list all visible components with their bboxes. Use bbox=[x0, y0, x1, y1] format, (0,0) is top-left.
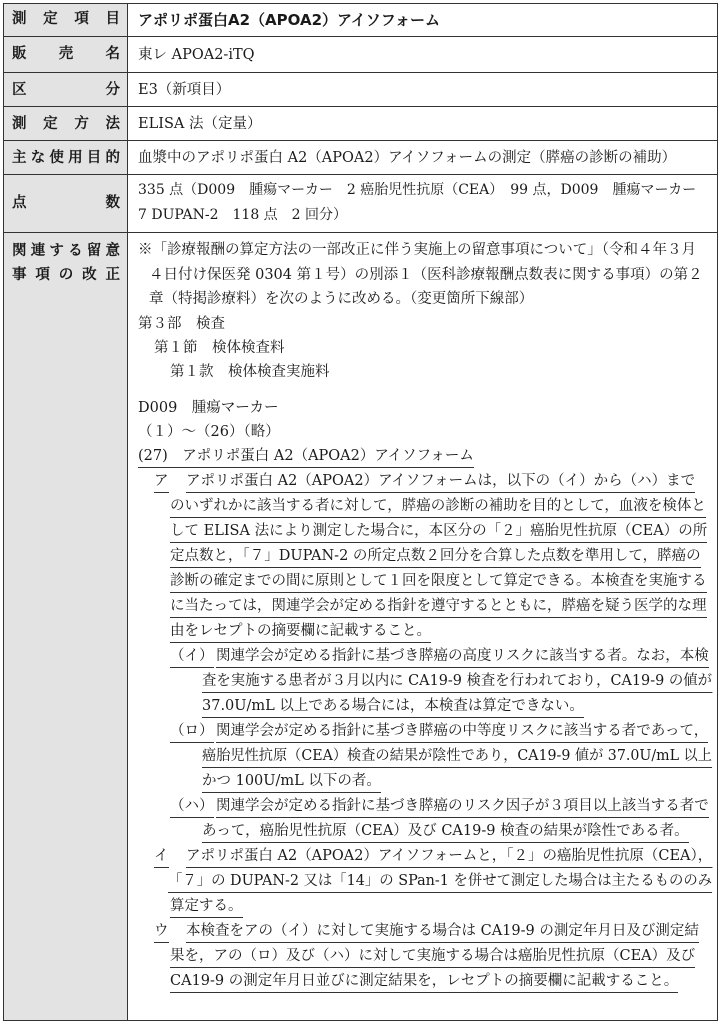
row-product-name bbox=[4, 36, 717, 72]
paragraph-marker-c: ウ bbox=[154, 921, 169, 943]
row-test-item bbox=[4, 4, 717, 36]
paragraph-a-line: 定点数と，「７」DUPAN-2 の所定点数２回分を合算した点数を準用して，膵癌の bbox=[170, 546, 701, 568]
label-char: 数 bbox=[105, 195, 120, 211]
row-purpose bbox=[4, 140, 717, 174]
row-notes bbox=[4, 232, 717, 1020]
paragraph-a-line: 診断の確定までの間に原則として１回を限度として算定できる。本検査を実施する bbox=[170, 571, 707, 593]
value-points-line-2: 7 DUPAN-2 118 点 2 回分） bbox=[138, 207, 348, 223]
label-char: す bbox=[49, 243, 64, 259]
paragraph-c-line: 本検査をアの（イ）に対して実施する場合は CA19-9 の測定年月日及び測定結 bbox=[186, 921, 699, 943]
label-char: な bbox=[30, 150, 46, 166]
label-char: 法 bbox=[105, 116, 120, 132]
item-heading: D009 腫瘍マーカー bbox=[138, 400, 279, 416]
label-test-item bbox=[4, 4, 128, 36]
label-char: 方 bbox=[74, 116, 89, 132]
label-char: 項 bbox=[74, 11, 89, 27]
subparagraph-ro-line: 関連学会が定める指針に基づき膵癌の中等度リスクに該当する者であって， bbox=[216, 721, 708, 743]
label-purpose bbox=[4, 141, 128, 174]
value-category: E3（新項目） bbox=[138, 82, 231, 98]
label-text bbox=[12, 44, 120, 64]
paragraph-a-line: アポリポ蛋白 A2（APOA2）アイソフォームは，以下の（イ）から（ハ）まで bbox=[186, 471, 695, 493]
subsection-heading: 第１款 検体検査実施料 bbox=[170, 364, 330, 380]
label-char: 区 bbox=[12, 82, 27, 98]
value-method: ELISA 法（定量） bbox=[138, 116, 262, 132]
label-method bbox=[4, 107, 128, 140]
intro-line: ４日付け保医発 0304 第１号）の別添１（医科診療報酬点数表に関する事項）の第２ bbox=[149, 267, 703, 283]
label-text bbox=[12, 148, 120, 168]
label-char: 目 bbox=[105, 11, 120, 27]
label-char: 目 bbox=[86, 150, 102, 166]
subparagraph-ro-line: 癌胎児性抗原（CEA）検査の結果が陰性であり，CA19-9 値が 37.0U/mL 以上 bbox=[202, 746, 712, 768]
label-char: 測 bbox=[12, 116, 27, 132]
paragraph-marker-a: ア bbox=[154, 471, 169, 493]
label-category bbox=[4, 73, 128, 106]
paragraph-c-line: 果を，アの（ロ）及び（ハ）に対して実施する場合は癌胎児性抗原（CEA）及び bbox=[170, 946, 695, 968]
value-points-line-1: 335 点（D009 腫瘍マーカー 2 癌胎児性抗原（CEA） 99 点，D009 腫瘍マーカー bbox=[138, 182, 697, 198]
row-method bbox=[4, 106, 717, 140]
value-purpose: 血漿中のアポリポ蛋白 A2（APOA2）アイソフォームの測定（膵癌の診断の補助） bbox=[138, 150, 677, 166]
label-char: の bbox=[58, 267, 74, 283]
subparagraph-marker-ro: （ロ） bbox=[170, 721, 214, 743]
paragraph-a-line: 由をレセプトの摘要欄に記載すること。 bbox=[170, 621, 431, 643]
label-char: 売 bbox=[58, 46, 74, 62]
label-text-line-2 bbox=[12, 265, 120, 285]
section-heading: 第１節 検体検査料 bbox=[154, 340, 285, 356]
label-char: 改 bbox=[82, 267, 97, 283]
intro-line: 章（特掲診療料）を次のように改める。（変更箇所下線部） bbox=[149, 291, 534, 307]
subparagraph-ha-line: あって，癌胎児性抗原（CEA）及び CA19-9 検査の結果が陰性である者。 bbox=[202, 821, 689, 843]
label-char: 主 bbox=[12, 150, 27, 166]
value-test-item: アポリポ蛋白A2（APOA2）アイソフォーム bbox=[138, 11, 440, 29]
label-char: 分 bbox=[105, 82, 120, 98]
label-char: 名 bbox=[105, 46, 120, 62]
label-char: 定 bbox=[43, 11, 58, 27]
subparagraph-marker-ha: （ハ） bbox=[170, 796, 214, 818]
label-char: 定 bbox=[43, 116, 58, 132]
label-text bbox=[12, 193, 120, 213]
subparagraph-i-line: 37.0U/mL 以上である場合には，本検査は算定できない。 bbox=[202, 696, 584, 718]
label-char: 項 bbox=[35, 267, 50, 283]
subparagraph-ha-line: 関連学会が定める指針に基づき膵癌のリスク因子が３項目以上該当する者で bbox=[216, 796, 709, 818]
value-product-name: 東レ APOA2-iTQ bbox=[138, 47, 255, 63]
paragraph-a-line: して ELISA 法により測定した場合に，本区分の「２」癌胎児性抗原（CEA）の所 bbox=[170, 521, 707, 543]
subparagraph-i-line: 査を実施する患者が３月以内に CA19-9 検査を行われており，CA19-9 の値が bbox=[202, 671, 712, 693]
label-char: 正 bbox=[105, 267, 120, 283]
label-text bbox=[12, 9, 120, 29]
label-text-line-1 bbox=[12, 241, 120, 261]
paragraph-b-line: 算定する。 bbox=[170, 896, 243, 918]
paragraph-a-line: に当たっては，関連学会が定める指針を遵守するとともに，膵癌を疑う医学的な理 bbox=[170, 596, 707, 618]
label-char: 販 bbox=[12, 46, 27, 62]
label-char: 関 bbox=[12, 243, 27, 259]
label-char: 用 bbox=[68, 150, 83, 166]
label-char: 留 bbox=[86, 243, 102, 259]
paragraph-c-line: CA19-9 の測定年月日並びに測定結果を，レセプトの摘要欄に記載すること。 bbox=[170, 971, 678, 993]
part-heading: 第３部 検査 bbox=[138, 316, 225, 332]
label-char: 連 bbox=[30, 243, 46, 259]
label-char: 使 bbox=[49, 150, 64, 166]
intro-line: ※「診療報酬の算定方法の一部改正に伴う実施上の留意事項について」（令和４年３月 bbox=[138, 242, 696, 258]
label-text bbox=[12, 80, 120, 100]
label-product-name bbox=[4, 37, 128, 72]
range-text: （１）～（26）（略） bbox=[138, 424, 280, 440]
paragraph-a-line: のいずれかに該当する者に対して，膵癌の診断の補助を目的として，血液を検体と bbox=[170, 496, 706, 518]
label-char: 意 bbox=[105, 243, 120, 259]
paragraph-marker-b: イ bbox=[154, 846, 169, 868]
new-item-heading: (27) アポリポ蛋白 A2（APOA2）アイソフォーム bbox=[138, 446, 474, 468]
subparagraph-marker-i: （イ） bbox=[170, 646, 214, 668]
paragraph-b-line: 「７」の DUPAN-2 又は「14」の SPan-1 を併せて測定した場合は主たるもののみ bbox=[168, 871, 712, 893]
label-char: 測 bbox=[12, 11, 27, 27]
label-char: 的 bbox=[105, 150, 120, 166]
paragraph-b-line: アポリポ蛋白 A2（APOA2）アイソフォームと，「２」の癌胎児性抗原（CEA）， bbox=[186, 846, 712, 868]
subparagraph-i-line: 関連学会が定める指針に基づき膵癌の高度リスクに該当する者。なお，本検 bbox=[216, 646, 709, 668]
row-points bbox=[4, 174, 717, 232]
label-text bbox=[12, 114, 120, 134]
label-points bbox=[4, 175, 128, 232]
label-char: る bbox=[68, 243, 83, 259]
subparagraph-ro-line: かつ 100U/mL 以下の者。 bbox=[202, 771, 381, 793]
label-char: 事 bbox=[12, 267, 27, 283]
info-table bbox=[3, 3, 718, 1021]
row-category bbox=[4, 72, 717, 106]
label-notes bbox=[4, 233, 128, 1020]
label-char: 点 bbox=[12, 195, 27, 211]
